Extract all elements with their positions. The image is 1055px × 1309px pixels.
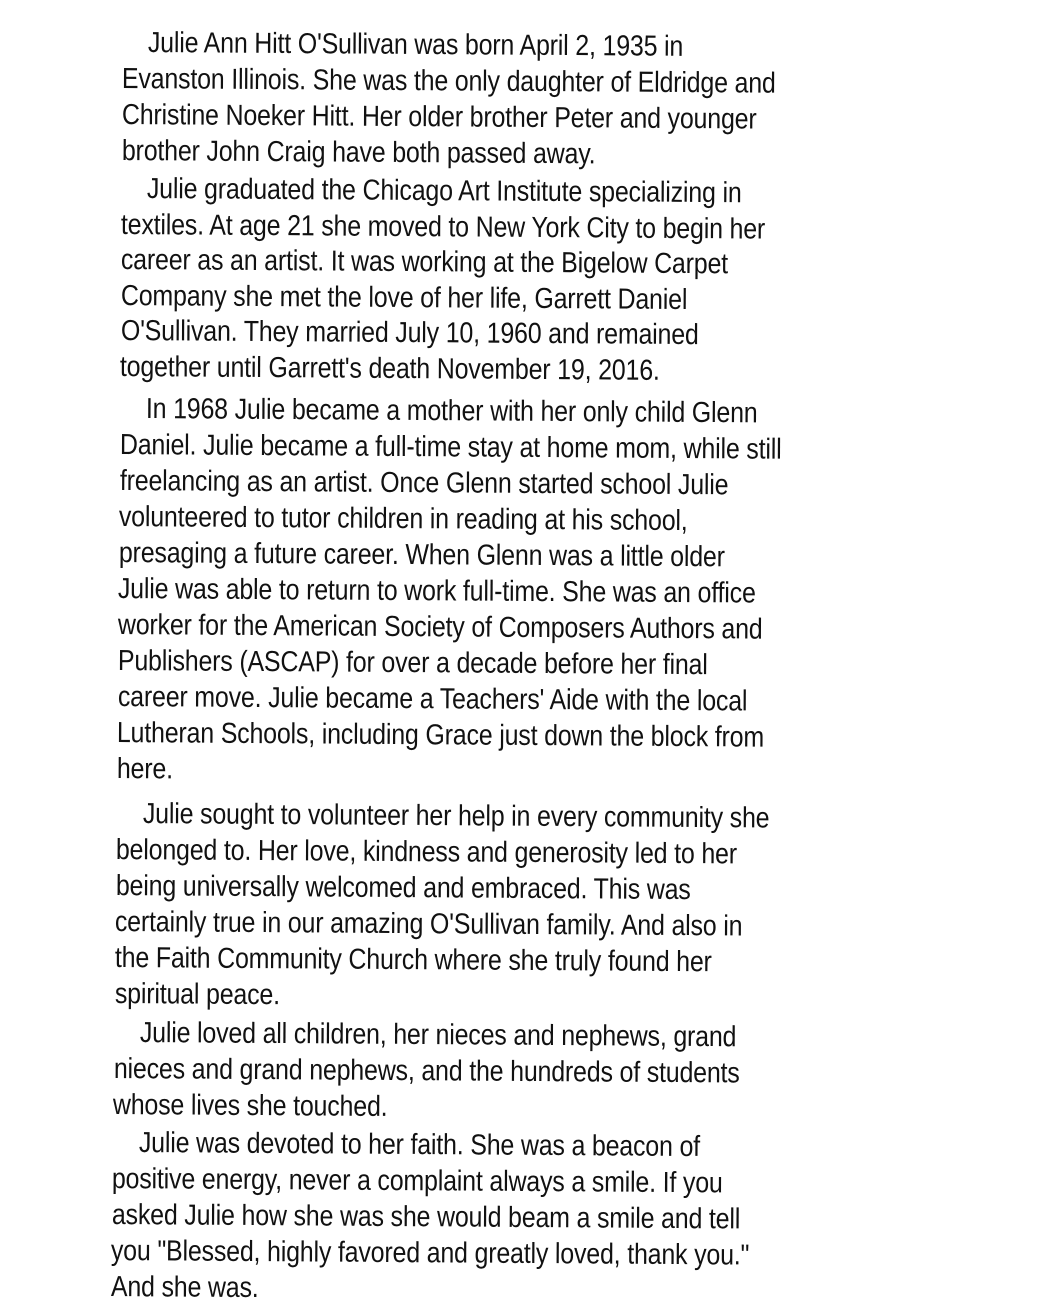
- p3-line-7: worker for the American Society of Composers Authors and: [117, 609, 763, 646]
- p3-line-10: Lutheran Schools, including Grace just down the block from: [116, 717, 765, 754]
- p5-line-2: nieces and grand nephews, and the hundreds of students: [113, 1053, 740, 1090]
- p3-line-3: freelancing as an artist. Once Glenn started school Julie: [119, 464, 729, 502]
- p4-line-5: the Faith Community Church where she truly found her: [114, 942, 712, 979]
- p2-line-4: Company she met the love of her life, Garrett Daniel: [120, 279, 688, 317]
- p2-line-6: together until Garrett's death November 19, 2016.: [119, 350, 660, 387]
- p3-line-5: presaging a future career. When Glenn was a little older: [118, 537, 725, 574]
- p4-line-4: certainly true in our amazing O'Sullivan family. And also in: [114, 906, 743, 943]
- p3-line-8: Publishers (ASCAP) for over a decade before her final: [117, 645, 708, 682]
- p3-line-6: Julie was able to return to work full-time. She was an office: [117, 573, 756, 610]
- p1-line-4: brother John Craig have both passed away.: [121, 134, 596, 171]
- p4-line-2: belonged to. Her love, kindness and generosity led to her: [115, 834, 738, 871]
- p3-line-11: here.: [116, 753, 173, 786]
- p4-line-6: spiritual peace.: [114, 978, 280, 1012]
- p6-line-4: you "Blessed, highly favored and greatly loved, thank you.": [110, 1235, 750, 1272]
- p2-line-3: career as an artist. It was working at the Bigelow Carpet: [120, 243, 729, 281]
- p3-line-9: career move. Julie became a Teachers' Aide with the local: [117, 681, 748, 718]
- p1-line-3: Christine Noeker Hitt. Her older brother Peter and younger: [121, 98, 757, 136]
- p2-line-1: Julie graduated the Chicago Art Institute specializing in: [146, 172, 742, 210]
- p5-line-3: whose lives she touched.: [112, 1089, 388, 1123]
- p4-line-1: Julie sought to volunteer her help in every community she: [142, 798, 770, 835]
- p6-line-1: Julie was devoted to her faith. She was a beacon of: [138, 1127, 701, 1163]
- p6-line-2: positive energy, never a complaint always a smile. If you: [111, 1163, 723, 1200]
- p2-line-2: textiles. At age 21 she moved to New York City to begin her: [120, 208, 766, 246]
- p2-line-5: O'Sullivan. They married July 10, 1960 and remained: [120, 314, 699, 352]
- p6-line-3: asked Julie how she was she would beam a smile and tell: [111, 1199, 741, 1236]
- p3-line-1: In 1968 Julie became a mother with her only child Glenn: [145, 392, 758, 430]
- p4-line-3: being universally welcomed and embraced. This was: [115, 870, 691, 907]
- p3-line-4: volunteered to tutor children in reading at his school,: [118, 500, 688, 538]
- p3-line-2: Daniel. Julie became a full-time stay at home mom, while still: [119, 428, 782, 466]
- p5-line-1: Julie loved all children, her nieces and nephews, grand: [139, 1017, 737, 1054]
- p1-line-2: Evanston Illinois. She was the only daughter of Eldridge and: [121, 62, 776, 100]
- p6-line-5: And she was.: [110, 1271, 259, 1305]
- p1-line-1: Julie Ann Hitt O'Sullivan was born April 2, 1935 in: [147, 26, 684, 63]
